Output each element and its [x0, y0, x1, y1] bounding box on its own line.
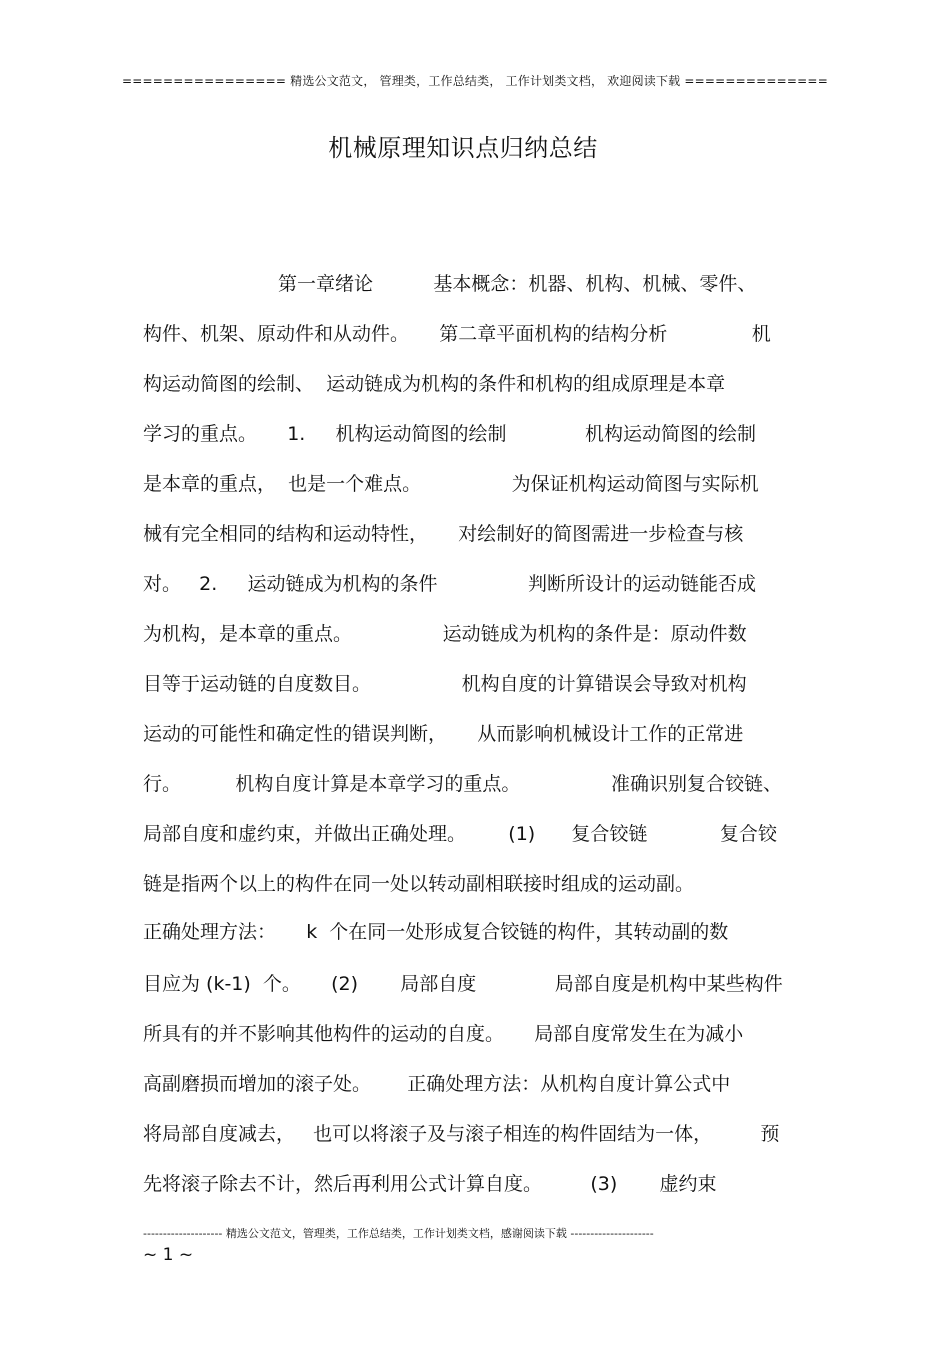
- page-number: ~ 1 ~: [143, 1245, 194, 1265]
- body-line: 构运动简图的绘制、 运动链成为机构的条件和机构的组成原理是本章: [143, 373, 726, 395]
- body-line: 为机构，是本章的重点。 运动链成为机构的条件是：原动件数: [143, 623, 747, 645]
- body-line: 链是指两个以上的构件在同一处以转动副相联接时组成的运动副。: [143, 873, 695, 895]
- body-line: 构件、机架、原动件和从动件。 第二章平面机构的结构分析 机: [143, 323, 771, 345]
- body-line: 是本章的重点， 也是一个难点。 为保证机构运动简图与实际机: [143, 473, 759, 495]
- body-line: 将局部自度减去， 也可以将滚子及与滚子相连的构件固结为一体， 预: [143, 1123, 780, 1145]
- document-title: 机械原理知识点归纳总结: [328, 134, 598, 162]
- body-line: 行。 机构自度计算是本章学习的重点。 准确识别复合铰链、: [143, 773, 782, 795]
- body-line: 械有完全相同的结构和运动特性， 对绘制好的简图需进一步检查与核: [143, 523, 744, 545]
- body-line: 所具有的并不影响其他构件的运动的自度。 局部自度常发生在为减小: [143, 1023, 744, 1045]
- body-line: 正确处理方法： k 个在同一处形成复合铰链的构件，其转动副的数: [143, 921, 729, 943]
- body-line: 高副磨损而增加的滚子处。 正确处理方法：从机构自度计算公式中: [143, 1073, 731, 1095]
- page-footer: -------------------- 精选公文范文，管理类，工作总结类，工作计划类文档，感谢阅读下载 ---------------------: [143, 1227, 654, 1240]
- body-line: 学习的重点。 1. 机构运动简图的绘制 机构运动简图的绘制: [143, 423, 757, 445]
- body-line: 目应为 (k-1) 个。 (2) 局部自度 局部自度是机构中某些构件: [143, 973, 783, 995]
- page-header: ================ 精选公文范文， 管理类，工作总结类， 工作计划类文档， 欢迎阅读下载 ==============: [122, 74, 828, 88]
- body-line: 目等于运动链的自度数目。 机构自度的计算错误会导致对机构: [143, 673, 747, 695]
- body-line: 对。 2. 运动链成为机构的条件 判断所设计的运动链能否成: [143, 573, 757, 595]
- body-line: 运动的可能性和确定性的错误判断， 从而影响机械设计工作的正常进: [143, 723, 744, 745]
- body-line: 局部自度和虚约束，并做出正确处理。 (1) 复合铰链 复合铰: [143, 823, 777, 845]
- body-line: 先将滚子除去不计，然后再利用公式计算自度。 (3) 虚约束: [143, 1173, 717, 1195]
- body-line: 第一章绪论 基本概念：机器、机构、机械、零件、: [278, 273, 757, 295]
